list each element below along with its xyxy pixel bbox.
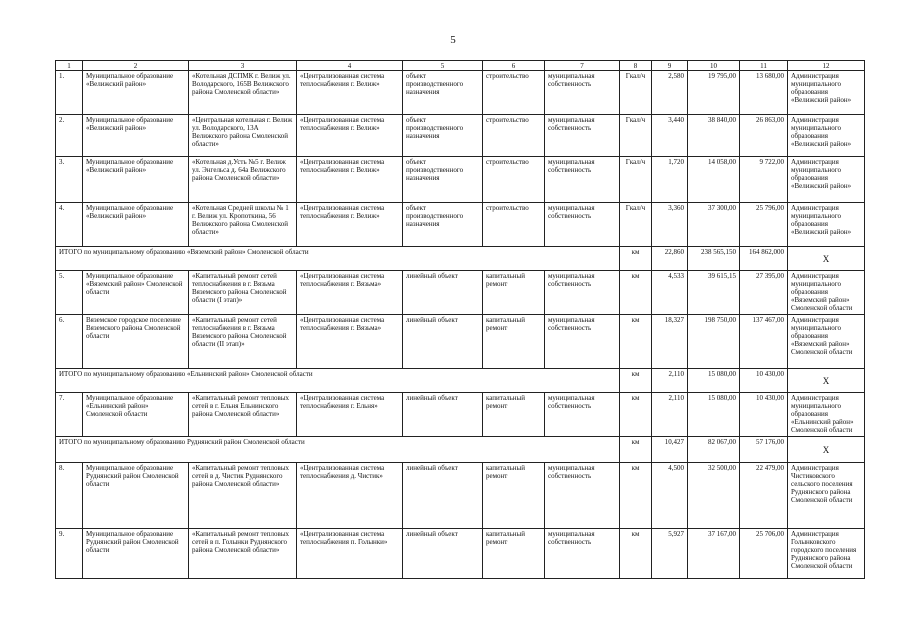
table-cell: муниципальная собственность [545, 115, 620, 157]
table-cell: км [620, 315, 652, 369]
table-cell: км [620, 463, 652, 529]
table-cell: 38 840,00 [688, 115, 740, 157]
total-cost-budget: 57 176,00 [740, 437, 788, 463]
table-cell: 10 430,00 [740, 393, 788, 437]
table-cell: «Капитальный ремонт тепловых сетей в п. Голынки Руднянского района Смоленской области» [189, 529, 297, 579]
total-unit: км [620, 247, 652, 271]
total-unit: км [620, 369, 652, 393]
column-header: 1 [56, 61, 83, 71]
table-cell: капитальный ремонт [483, 463, 545, 529]
table-cell: Администрация муниципального образования «Велижский район» [788, 71, 865, 115]
table-cell: Администрация муниципального образования «Вяземский район» Смоленской области [788, 271, 865, 315]
table-cell: капитальный ремонт [483, 271, 545, 315]
table-cell: Гкал/ч [620, 71, 652, 115]
table-cell: Муниципальное образование «Велижский район» [83, 115, 189, 157]
table-cell: 137 467,00 [740, 315, 788, 369]
table-cell: муниципальная собственность [545, 271, 620, 315]
table-cell: объект производственного назначения [403, 203, 483, 247]
total-label: ИТОГО по муниципальному образованию Руднянский район Смоленской области [56, 437, 620, 463]
table-cell: Муниципальное образование Руднянский район Смоленской области [83, 529, 189, 579]
table-cell: 8. [56, 463, 83, 529]
table-row [56, 463, 865, 529]
total-cost-budget: 164 862,000 [740, 247, 788, 271]
total-row [56, 369, 865, 393]
total-mark: X [788, 247, 865, 271]
column-header: 10 [688, 61, 740, 71]
total-row [56, 247, 865, 271]
table-cell: «Котельная Средней школы № 1 г. Велиж ул. Кропоткина, 56 Велижского района Смоленской области» [189, 203, 297, 247]
table-cell: Администрация Чистиковского сельского поселения Руднянского района Смоленской области [788, 463, 865, 529]
total-cost-budget: 10 430,00 [740, 369, 788, 393]
table-cell: 39 615,15 [688, 271, 740, 315]
table-cell: линейный объект [403, 463, 483, 529]
table-cell: Муниципальное образование Руднянский район Смоленской области [83, 463, 189, 529]
table-cell: «Централизованная система теплоснабжения г. Велиж» [297, 115, 403, 157]
table-cell: строительство [483, 71, 545, 115]
table-cell: км [620, 393, 652, 437]
table-cell: км [620, 271, 652, 315]
table-cell: 14 058,00 [688, 157, 740, 203]
column-header: 3 [189, 61, 297, 71]
table-cell: «Централизованная система теплоснабжения п. Голынки» [297, 529, 403, 579]
table-cell: капитальный ремонт [483, 393, 545, 437]
table-cell: объект производственного назначения [403, 115, 483, 157]
table-cell: «Централизованная система теплоснабжения г. Ельня» [297, 393, 403, 437]
table-cell: линейный объект [403, 529, 483, 579]
table-row [56, 71, 865, 115]
table-cell: 18,327 [652, 315, 688, 369]
column-header: 5 [403, 61, 483, 71]
table-cell: 37 167,00 [688, 529, 740, 579]
table-cell: 37 300,00 [688, 203, 740, 247]
table-cell: линейный объект [403, 315, 483, 369]
table-cell: линейный объект [403, 393, 483, 437]
table-cell: «Капитальный ремонт сетей теплоснабжения в г. Вязьма Вяземского района Смоленской области (I этап)» [189, 271, 297, 315]
table-cell: 4,500 [652, 463, 688, 529]
table-row [56, 115, 865, 157]
table-cell: муниципальная собственность [545, 157, 620, 203]
column-header: 9 [652, 61, 688, 71]
table-cell: 32 500,00 [688, 463, 740, 529]
total-mark: X [788, 437, 865, 463]
table-cell: «Централизованная система теплоснабжения г. Вязьма» [297, 315, 403, 369]
total-label: ИТОГО по муниципальному образованию «Вяземский район» Смоленской области [56, 247, 620, 271]
table-cell: 198 750,00 [688, 315, 740, 369]
total-unit: км [620, 437, 652, 463]
table-cell: 15 080,00 [688, 393, 740, 437]
table-cell: 13 680,00 [740, 71, 788, 115]
table-cell: муниципальная собственность [545, 393, 620, 437]
table-cell: 19 795,00 [688, 71, 740, 115]
table-cell: «Централизованная система теплоснабжения г. Велиж» [297, 71, 403, 115]
total-mark: X [788, 369, 865, 393]
table-row [56, 203, 865, 247]
column-header: 6 [483, 61, 545, 71]
column-header: 4 [297, 61, 403, 71]
table-cell: 4. [56, 203, 83, 247]
table-cell: Муниципальное образование «Велижский район» [83, 71, 189, 115]
table-cell: Администрация муниципального образования «Вяземский район» Смоленской области [788, 315, 865, 369]
table-cell: объект производственного назначения [403, 157, 483, 203]
table-cell: 27 395,00 [740, 271, 788, 315]
table-cell: Вяземское городское поселение Вяземского района Смоленской области [83, 315, 189, 369]
table-cell: «Централизованная система теплоснабжения г. Велиж» [297, 157, 403, 203]
table-cell: Гкал/ч [620, 203, 652, 247]
table-cell: 4,533 [652, 271, 688, 315]
column-header: 11 [740, 61, 788, 71]
table-cell: Гкал/ч [620, 157, 652, 203]
table-cell: 7. [56, 393, 83, 437]
total-length: 10,427 [652, 437, 688, 463]
table-cell: 2,580 [652, 71, 688, 115]
table-cell: 5,927 [652, 529, 688, 579]
table-cell: «Котельная д.Усть №5 г. Велиж ул. Энгельса д. 64а Велижского района Смоленской области» [189, 157, 297, 203]
table-cell: муниципальная собственность [545, 203, 620, 247]
header-row [56, 61, 865, 71]
total-length: 22,860 [652, 247, 688, 271]
table-cell: 3. [56, 157, 83, 203]
table-cell: Администрация муниципального образования «Велижский район» [788, 203, 865, 247]
table-cell: капитальный ремонт [483, 529, 545, 579]
table-cell: 9. [56, 529, 83, 579]
table-cell: «Централизованная система теплоснабжения г. Вязьма» [297, 271, 403, 315]
table-cell: 9 722,00 [740, 157, 788, 203]
total-cost: 15 080,00 [688, 369, 740, 393]
table-cell: объект производственного назначения [403, 71, 483, 115]
table-cell: Администрация муниципального образования «Велижский район» [788, 157, 865, 203]
table-cell: Муниципальное образование «Ельнинский район» Смоленской области [83, 393, 189, 437]
column-header: 8 [620, 61, 652, 71]
table-cell: «Центральная котельная г. Велиж ул. Володарского, 13А Велижского района Смоленской области» [189, 115, 297, 157]
table-cell: строительство [483, 115, 545, 157]
total-row [56, 437, 865, 463]
table-cell: муниципальная собственность [545, 463, 620, 529]
table-row [56, 529, 865, 579]
table-cell: Муниципальное образование «Велижский район» [83, 203, 189, 247]
total-label: ИТОГО по муниципальному образованию «Ельнинский район» Смоленской области [56, 369, 620, 393]
table-cell: 2,110 [652, 393, 688, 437]
table-cell: 2. [56, 115, 83, 157]
table-cell: муниципальная собственность [545, 529, 620, 579]
table-row [56, 315, 865, 369]
table-cell: «Капитальный ремонт сетей теплоснабжения в г. Вязьма Вяземского района Смоленской области (II этап)» [189, 315, 297, 369]
table-cell: линейный объект [403, 271, 483, 315]
table-cell: Администрация муниципального образования «Ельнинский район» Смоленской области [788, 393, 865, 437]
total-length: 2,110 [652, 369, 688, 393]
table-cell: муниципальная собственность [545, 315, 620, 369]
table-cell: «Централизованная система теплоснабжения д. Чистик» [297, 463, 403, 529]
table-cell: Муниципальное образование «Велижский район» [83, 157, 189, 203]
table-cell: 22 479,00 [740, 463, 788, 529]
table-cell: капитальный ремонт [483, 315, 545, 369]
total-cost: 238 565,150 [688, 247, 740, 271]
table-cell: Администрация муниципального образования «Велижский район» [788, 115, 865, 157]
page-number: 5 [450, 34, 456, 46]
table-cell: Муниципальное образование «Вяземский район» Смоленской области [83, 271, 189, 315]
table-cell: Администрация Голынковского городского поселения Руднянского района Смоленской области [788, 529, 865, 579]
table-cell: 5. [56, 271, 83, 315]
table-cell: 3,440 [652, 115, 688, 157]
table-cell: строительство [483, 157, 545, 203]
column-header: 7 [545, 61, 620, 71]
table-cell: Гкал/ч [620, 115, 652, 157]
table-cell: «Капитальный ремонт тепловых сетей в г. Ельня Ельнинского района Смоленской области» [189, 393, 297, 437]
table-row [56, 157, 865, 203]
table-cell: муниципальная собственность [545, 71, 620, 115]
table-cell: 25 706,00 [740, 529, 788, 579]
investment-table [55, 60, 865, 579]
column-header: 2 [83, 61, 189, 71]
total-cost: 82 067,00 [688, 437, 740, 463]
table-cell: 25 796,00 [740, 203, 788, 247]
table-cell: строительство [483, 203, 545, 247]
table-row [56, 393, 865, 437]
table-cell: 26 863,00 [740, 115, 788, 157]
table-cell: 1,720 [652, 157, 688, 203]
table-cell: км [620, 529, 652, 579]
table-cell: 3,360 [652, 203, 688, 247]
table-row [56, 271, 865, 315]
table-cell: «Капитальный ремонт тепловых сетей в д. Чистик Руднянского района Смоленской области» [189, 463, 297, 529]
column-header: 12 [788, 61, 865, 71]
table-body [56, 61, 865, 579]
table-cell: «Котельная ДСПМК г. Велиж ул. Володарского, 165В Велижского района Смоленской области» [189, 71, 297, 115]
table-cell: 1. [56, 71, 83, 115]
table-cell: «Централизованная система теплоснабжения г. Велиж» [297, 203, 403, 247]
table-cell: 6. [56, 315, 83, 369]
